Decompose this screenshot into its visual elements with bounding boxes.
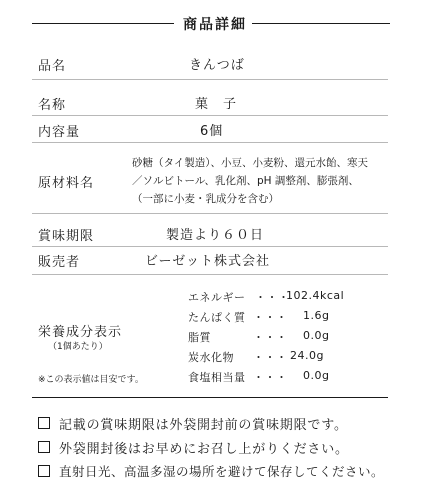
seller-label: 販売者: [38, 255, 81, 270]
nutrition-label: 栄養成分表示: [38, 325, 123, 340]
nutrition-item-value: 1.6g: [303, 309, 330, 322]
note-text: 記載の賞味期限は外袋開封前の賞味期限です。: [59, 418, 348, 433]
nutrition-item-name: 炭水化物: [188, 351, 234, 364]
nutrition-item-name: 脂質: [188, 331, 211, 344]
content-label: 内容量: [38, 125, 81, 140]
nutrition-item-name: たんぱく質: [188, 311, 246, 324]
divider: [32, 397, 388, 398]
content-value: 6個: [200, 124, 224, 139]
divider: [32, 213, 388, 214]
note-text: 直射日光、高温多湿の場所を避けて保存してください。: [59, 464, 385, 479]
nutrition-item-dots: ・・・: [253, 371, 288, 384]
ingredients-line: （一部に小麦・乳成分を含む）: [132, 193, 279, 205]
nutrition-item-dots: ・・・: [253, 331, 288, 344]
nutrition-item-dots: ・・・: [253, 311, 288, 324]
page-title: 商品詳細: [183, 17, 247, 33]
header-rule-left: [32, 23, 174, 24]
expiry-value: 製造より６０日: [166, 228, 265, 243]
nutrition-item-value: 0.0g: [303, 329, 330, 342]
nutrition-item-value: 24.0g: [290, 349, 324, 362]
category-label: 名称: [38, 98, 67, 113]
nutrition-sublabel: （1個あたり）: [48, 342, 108, 352]
nutrition-item-value: 102.4kcal: [286, 289, 345, 302]
seller-value: ビーゼット株式会社: [145, 254, 270, 269]
divider: [32, 246, 388, 247]
divider: [32, 79, 388, 80]
divider: [32, 142, 388, 143]
divider: [32, 115, 388, 116]
nutrition-item-name: 食塩相当量: [188, 371, 246, 384]
nutrition-item-dots: ・・・: [255, 291, 290, 304]
nutrition-footnote: ※この表示値は目安です。: [38, 375, 144, 385]
ingredients-line: 砂糖（タイ製造）、小豆、小麦粉、還元水飴、寒天: [132, 157, 369, 169]
name-label: 品名: [38, 59, 67, 74]
header-rule-right: [252, 23, 390, 24]
ingredients-label: 原材料名: [38, 176, 95, 191]
name-value: きんつば: [189, 58, 245, 73]
checkbox-icon: [38, 465, 50, 477]
nutrition-item-value: 0.0g: [303, 369, 330, 382]
expiry-label: 賞味期限: [38, 229, 95, 244]
note-text: 外袋開封後はお早めにお召し上がりください。: [59, 442, 349, 457]
checkbox-icon: [38, 417, 50, 429]
ingredients-line: ／ソルビトール、乳化剤、pH 調整剤、膨張剤、: [132, 175, 359, 187]
nutrition-item-dots: ・・・: [253, 351, 288, 364]
category-value: 菓 子: [195, 97, 238, 112]
nutrition-item-name: エネルギー: [188, 291, 246, 304]
divider: [32, 274, 388, 275]
checkbox-icon: [38, 441, 50, 453]
